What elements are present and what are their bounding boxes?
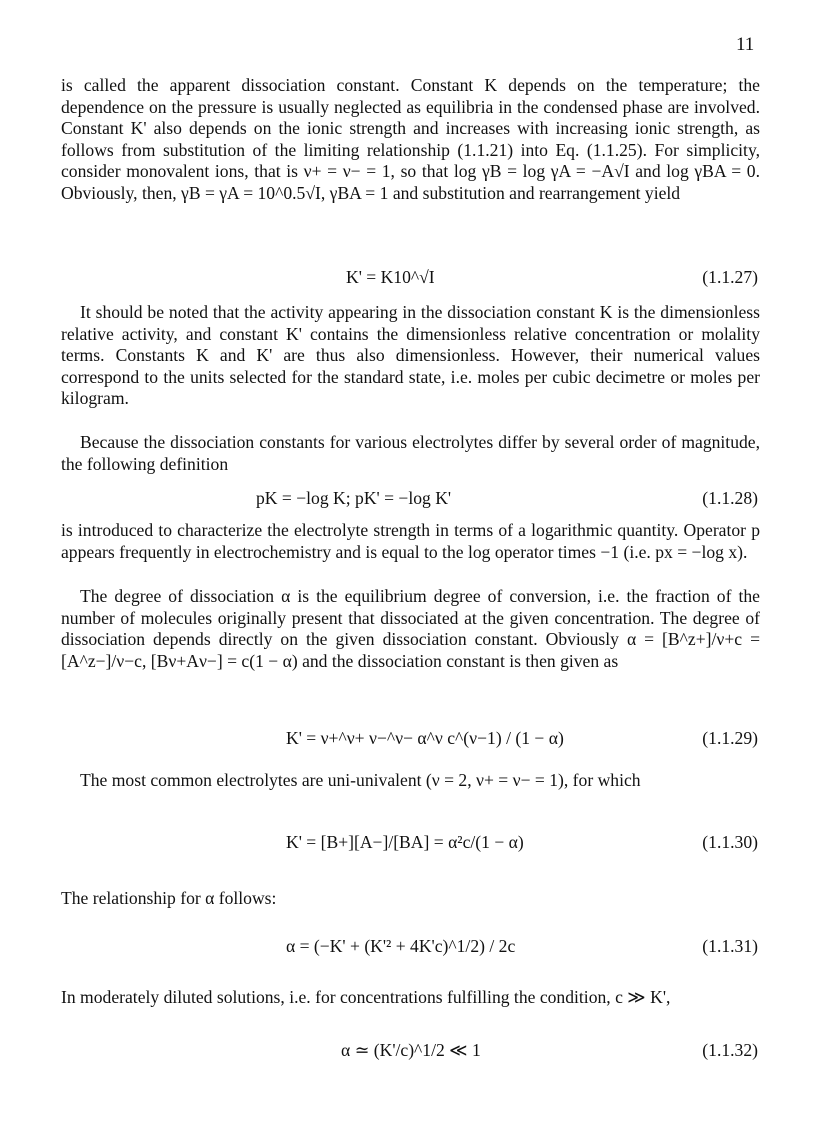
equation-1-1-28: [61, 488, 760, 518]
paragraph-operator-p: is introduced to characterize the electrolyte strength in terms of a logarithmic quantity. Operator p appears frequently in electrochemistry and is equal to the log operator times −1 (i.e. px = −log x).: [61, 520, 760, 562]
paragraph-apparent-dissociation: is called the apparent dissociation constant. Constant K depends on the temperature; the dependence on the pressure is usually neglected as equilibria in the condensed phase are involved. Constant K' also depends on the ionic strength and increases with increasing ionic strength, as follows from substitution of the limiting relationship (1.1.21) into Eq. (1.1.25). For simplicity, consider monovalent ions, that is ν+ = ν− = 1, so that log γB = log γA = −A√I and log γBA = 0. Obviously, then, γB = γA = 10^0.5√I, γBA = 1 and substitution and rearrangement yield: [61, 75, 760, 203]
equation-1-1-29: [61, 722, 760, 764]
paragraph-degree-of-dissociation: The degree of dissociation α is the equilibrium degree of conversion, i.e. the fraction of the number of molecules originally present that dissociated at the given concentration. The degree of dissociation depends directly on the given dissociation constant. Obviously α = [B^z+]/ν+c = [A^z−]/ν−c, [Bν+Aν−] = c(1 − α) and the dissociation constant is then given as: [61, 586, 760, 671]
equation-number: (1.1.30): [702, 832, 758, 852]
equation-1-1-30: [61, 820, 760, 870]
equation-number: (1.1.32): [702, 1040, 758, 1060]
paragraph-definition-intro: Because the dissociation constants for various electrolytes differ by several order of magnitude, the following definition: [61, 432, 760, 474]
paragraph-dimensionless: It should be noted that the activity appearing in the dissociation constant K is the dimensionless relative activity, and constant K' contains the dimensionless relative concentration or molality terms. Constants K and K' are thus also dimensionless. However, their numerical values correspond to the units selected for the standard state, i.e. moles per cubic decimetre or moles per kilogram.: [61, 302, 760, 408]
paragraph-uni-univalent: The most common electrolytes are uni-univalent (ν = 2, ν+ = ν− = 1), for which: [80, 770, 641, 790]
equation-number: (1.1.31): [702, 936, 758, 956]
equation-1-1-32: [61, 1040, 760, 1070]
equation-number: (1.1.29): [702, 728, 758, 748]
page-number: 11: [736, 34, 755, 55]
equation-number: (1.1.27): [702, 267, 758, 287]
paragraph-diluted-solutions: In moderately diluted solutions, i.e. for concentrations fulfilling the condition, c ≫ K',: [61, 987, 671, 1007]
equation-1-1-31-body: α = (−K' + (K'² + 4K'c)^1/2) / 2c: [286, 936, 516, 956]
equation-1-1-27: [61, 267, 760, 297]
equation-1-1-28-body: pK = −log K; pK' = −log K': [256, 488, 452, 508]
equation-1-1-31: [61, 920, 760, 970]
equation-1-1-32-body: α ≃ (K'/c)^1/2 ≪ 1: [341, 1040, 481, 1060]
equation-1-1-29-body: K' = ν+^ν+ ν−^ν− α^ν c^(ν−1) / (1 − α): [286, 728, 564, 748]
paragraph-alpha-relationship: The relationship for α follows:: [61, 888, 277, 908]
equation-1-1-30-body: K' = [B+][A−]/[BA] = α²c/(1 − α): [286, 832, 524, 852]
equation-number: (1.1.28): [702, 488, 758, 508]
equation-1-1-27-body: K' = K10^√I: [346, 267, 435, 287]
